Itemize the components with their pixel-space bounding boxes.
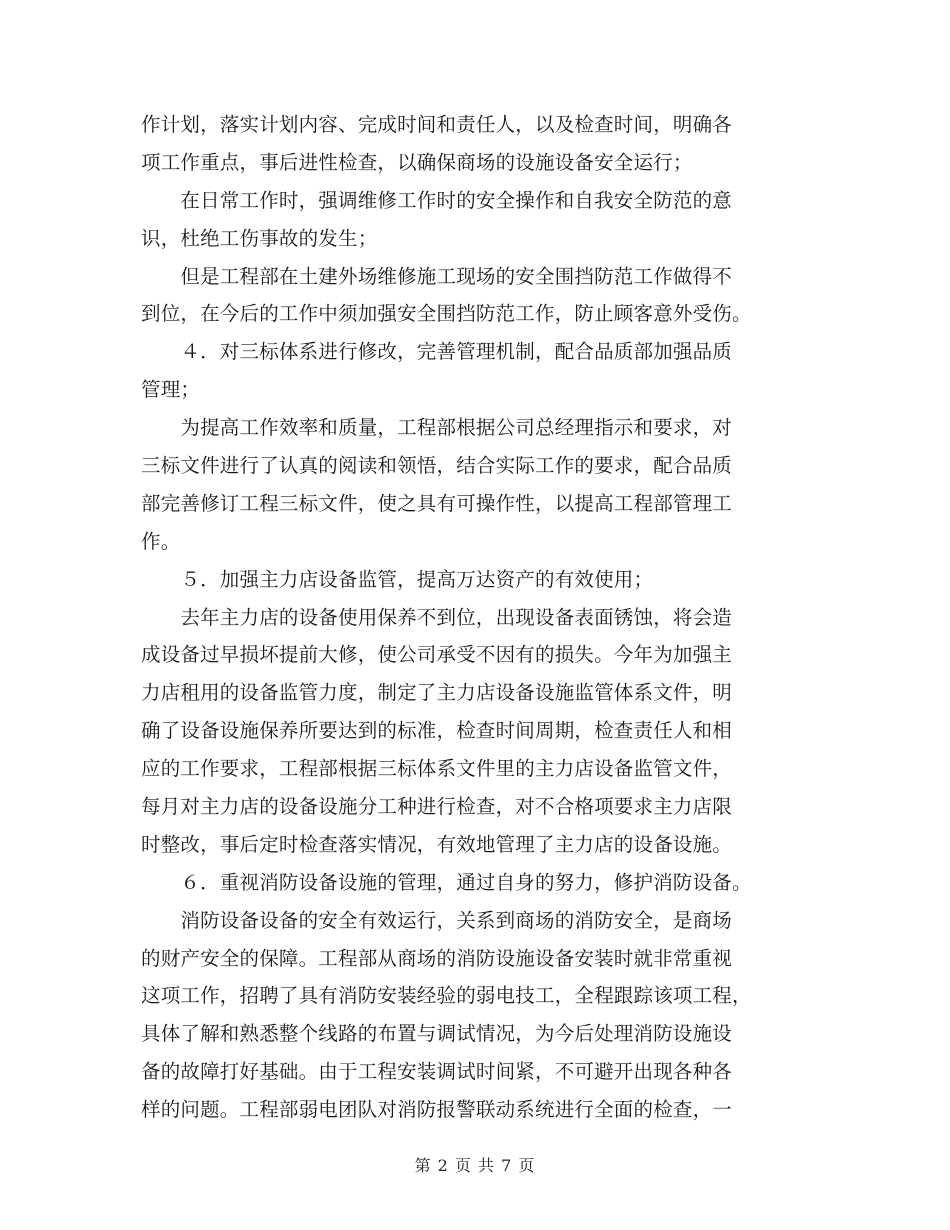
text-line: 确了设备设施保养所要达到的标准，检查时间周期，检查责任人和相 [141, 719, 733, 743]
text-line: 为提高工作效率和质量，工程部根据公司总经理指示和要求，对 [141, 416, 733, 440]
text-line: 每月对主力店的设备设施分工种进行检查，对不合格项要求主力店限 [141, 795, 733, 819]
text-line: 作计划，落实计划内容、完成时间和责任人，以及检查时间，明确各 [141, 113, 733, 136]
text-line: 时整改，事后定时检查落实情况，有效地管理了主力店的设备设施。 [141, 832, 733, 856]
text-line: 管理； [141, 378, 201, 402]
text-line: 项工作重点，事后进性检查，以确保商场的设施设备安全运行； [141, 150, 693, 174]
text-line: ５．加强主力店设备监管，提高万达资产的有效使用； [141, 567, 654, 591]
text-line: 的财产安全的保障。工程部从商场的消防设施设备安装时就非常重视 [141, 946, 733, 970]
text-line: 力店租用的设备监管力度，制定了主力店设备设施监管体系文件，明 [141, 681, 733, 705]
text-line: 去年主力店的设备使用保养不到位，出现设备表面锈蚀，将会造 [141, 605, 733, 629]
page-number-footer: 第 2 页 共 7 页 [414, 1156, 536, 1175]
text-line: 三标文件进行了认真的阅读和领悟，结合实际工作的要求，配合品质 [141, 454, 733, 478]
text-line: 样的问题。工程部弱电团队对消防报警联动系统进行全面的检查，一 [141, 1098, 733, 1122]
text-line: 应的工作要求，工程部根据三标体系文件里的主力店设备监管文件， [141, 757, 733, 781]
text-line: 但是工程部在土建外场维修施工现场的安全围挡防范工作做得不 [141, 264, 733, 288]
body-text [141, 106, 821, 1129]
text-line: ６．重视消防设备设施的管理，通过自身的努力，修护消防设备。 [141, 870, 752, 894]
text-line: 备的故障打好基础。由于工程安装调试时间紧，不可避开出现各种各 [141, 1060, 733, 1084]
text-line: 成设备过早损坏提前大修，使公司承受不因有的损失。今年为加强主 [141, 643, 733, 667]
text-line: 到位，在今后的工作中须加强安全围挡防范工作，防止顾客意外受伤。 [141, 302, 752, 326]
text-line: 识，杜绝工伤事故的发生； [141, 226, 378, 250]
text-line: ４．对三标体系进行修改，完善管理机制，配合品质部加强品质 [141, 340, 733, 364]
text-line: 在日常工作时，强调维修工作时的安全操作和自我安全防范的意 [141, 188, 733, 212]
text-line: 消防设备设备的安全有效运行，关系到商场的消防安全，是商场 [141, 908, 733, 932]
text-line: 作。 [141, 529, 181, 553]
text-line: 具体了解和熟悉整个线路的布置与调试情况，为今后处理消防设施设 [141, 1022, 733, 1046]
text-line: 这项工作，招聘了具有消防安装经验的弱电技工，全程跟踪该项工程， [141, 984, 752, 1008]
text-line: 部完善修订工程三标文件，使之具有可操作性，以提高工程部管理工 [141, 491, 733, 515]
